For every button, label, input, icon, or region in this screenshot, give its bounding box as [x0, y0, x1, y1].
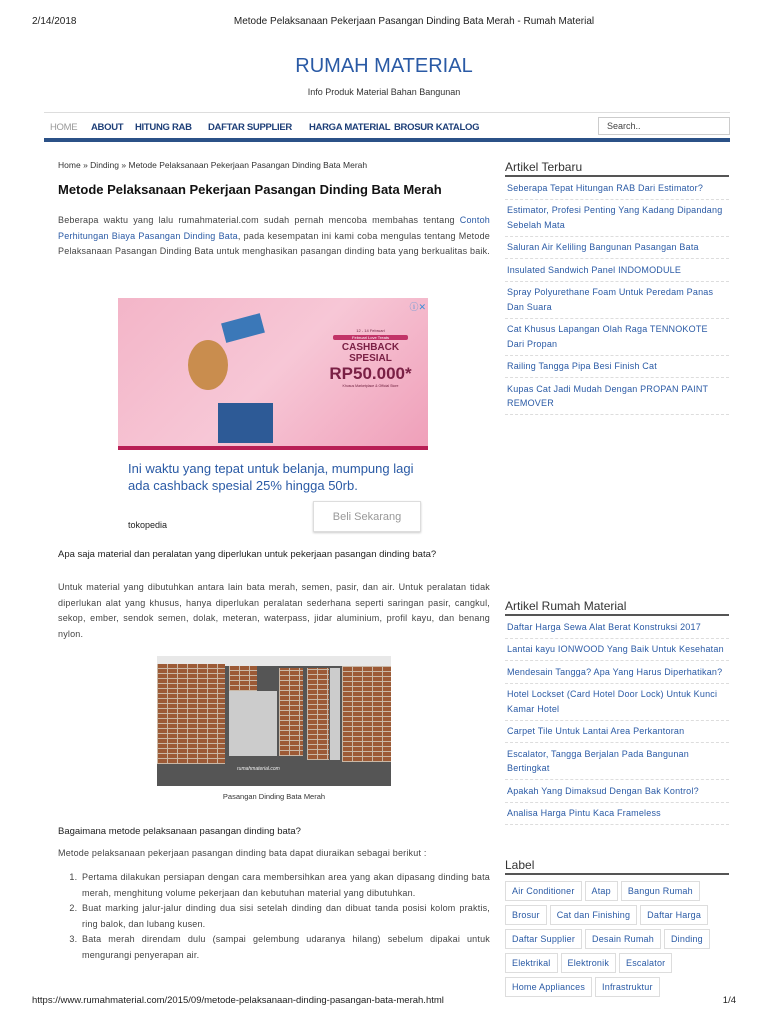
nav-about[interactable]: ABOUT: [91, 122, 124, 133]
question-2: Bagaimana metode pelaksanaan pasangan dinding bata?: [58, 826, 301, 837]
label-tag[interactable]: Daftar Harga: [640, 905, 708, 925]
step-item: 3. Bata merah direndam dulu (sampai gelembung udaranya hilang) sebelum dipakai untuk mengurangi penyerapan air.: [80, 932, 490, 963]
ad-headline: CASHBACK SPESIAL: [341, 342, 400, 364]
ad-brand[interactable]: tokopedia: [128, 520, 168, 530]
recent-article-link[interactable]: Kupas Cat Jadi Mudah Dengan PROPAN PAINT REMOVER: [505, 378, 729, 415]
plaster-wall: [330, 668, 340, 760]
breadcrumb-sep: »: [121, 160, 127, 170]
brick-wall: [307, 668, 329, 760]
article-link[interactable]: Daftar Harga Sewa Alat Berat Konstruksi 2017: [505, 616, 729, 639]
ad-cta-button[interactable]: Beli Sekarang: [313, 501, 421, 532]
image-caption: Pasangan Dinding Bata Merah: [222, 792, 326, 801]
nav-harga-material[interactable]: HARGA MATERIAL: [309, 122, 391, 133]
ad-pill: Februari Love Treats: [333, 335, 408, 340]
recent-article-link[interactable]: Cat Khusus Lapangan Olah Raga TENNOKOTE Dari Propan: [505, 319, 729, 356]
article-link[interactable]: Hotel Lockset (Card Hotel Door Lock) Untuk Kunci Kamar Hotel: [505, 684, 729, 721]
search-input[interactable]: Search..: [598, 117, 730, 135]
paragraph-1: Untuk material yang dibutuhkan antara lain bata merah, semen, pasir, dan air. Untuk peralatan tidak diperlukan alat yang khusus, hanya diperlukan peralatan sederhana seperti saringan pasir, cangkul, sekop, ember, sendok semen, dolak, meteran, waterpass, jidar aluminium, profil kayu, dan benang nylon.: [58, 582, 490, 639]
intro-link[interactable]: Contoh Perhitungan Biaya Pasangan Dinding Bata: [58, 215, 490, 241]
article-link[interactable]: Escalator, Tangga Berjalan Pada Bangunan Bertingkat: [505, 743, 729, 780]
brick-wall: [279, 668, 303, 756]
step-item: 1. Pertama dilakukan persiapan dengan cara membersihkan area yang akan dipasang dinding bata merah, menghitung volume pekerjaan dan kebutuhan material yang dibutuhkan.: [80, 870, 490, 901]
label-tag[interactable]: Elektronik: [561, 953, 617, 973]
ad-amount: RP50.000*: [329, 364, 412, 383]
article-link[interactable]: Apakah Yang Dimaksud Dengan Bak Kontrol?: [505, 780, 729, 803]
question-1: Apa saja material dan peralatan yang diperlukan untuk pekerjaan pasangan dinding bata?: [58, 549, 437, 560]
recent-article-link[interactable]: Insulated Sandwich Panel INDOMODULE: [505, 259, 729, 282]
breadcrumb-sep: »: [83, 160, 88, 170]
intro-text: , pada kesempatan ini kami coba mengulas tentang Metode Pelaksanaan Pasangan Dinding Bata untuk menghasikan pasangan dinding bata yang berkualitas baik.: [58, 230, 490, 256]
print-title: Metode Pelaksanaan Pekerjaan Pasangan Dinding Bata Merah - Rumah Material: [233, 16, 595, 27]
main-nav: [44, 112, 730, 142]
label-tag[interactable]: Cat dan Finishing: [550, 905, 637, 925]
step-item: 2. Buat marking jalur-jalur dinding dua sisi setelah dinding dan dibuat tanda posisi kolom praktis, ring balok, dan lubang kusen.: [80, 901, 490, 932]
article-link[interactable]: Carpet Tile Untuk Lantai Area Perkantoran: [505, 721, 729, 744]
label-tag[interactable]: Brosur: [505, 905, 547, 925]
article-title: Metode Pelaksanaan Pekerjaan Pasangan Dinding Bata Merah: [58, 182, 442, 197]
breadcrumb-current: Metode Pelaksanaan Pekerjaan Pasangan Dinding Bata Merah: [128, 160, 368, 170]
brick-wall-image: [157, 656, 391, 786]
intro-text: Beberapa waktu yang lalu rumahmaterial.com sudah pernah mencoba membahas tentang: [58, 215, 460, 225]
label-tag[interactable]: Atap: [585, 881, 618, 901]
intro-paragraph: [58, 213, 490, 260]
widget-title: Artikel Rumah Material: [505, 599, 729, 616]
ad-text[interactable]: Ini waktu yang tepat untuk belanja, mumpung lagi ada cashback spesial 25% hingga 50rb.: [128, 461, 414, 493]
ad-close-icon[interactable]: ⓘ✕: [409, 302, 426, 312]
plaster-wall: [229, 691, 277, 756]
recent-article-link[interactable]: Railing Tangga Pipa Besi Finish Cat: [505, 356, 729, 379]
recent-article-link[interactable]: Seberapa Tepat Hitungan RAB Dari Estimator?: [505, 177, 729, 200]
site-title[interactable]: RUMAH MATERIAL: [295, 55, 473, 77]
brick-wall: [342, 666, 391, 762]
nav-brosur-katalog[interactable]: BROSUR KATALOG: [394, 122, 480, 133]
recent-article-link[interactable]: Saluran Air Keliling Bangunan Pasangan Bata: [505, 237, 729, 260]
nav-hitung-rab[interactable]: HITUNG RAB: [135, 122, 192, 133]
ad-promo: [323, 328, 418, 388]
site-tagline: Info Produk Material Bahan Bangunan: [307, 87, 461, 97]
teddy-bear: [188, 340, 228, 390]
article-link[interactable]: Mendesain Tangga? Apa Yang Harus Diperhatikan?: [505, 661, 729, 684]
gift-box: [218, 403, 273, 443]
ad-date: 12 - 14 Februari: [356, 328, 385, 333]
widget-articles: [505, 599, 729, 825]
brick-wall: [229, 666, 257, 691]
widget-labels: [505, 858, 729, 997]
breadcrumb: [58, 160, 490, 170]
label-tag[interactable]: Desain Rumah: [585, 929, 661, 949]
widget-title: Artikel Terbaru: [505, 160, 729, 177]
breadcrumb-home[interactable]: Home: [58, 160, 81, 170]
label-tag[interactable]: Elektrikal: [505, 953, 558, 973]
widget-title: Label: [505, 858, 729, 875]
label-tag[interactable]: Dinding: [664, 929, 710, 949]
steps-list: [80, 870, 490, 963]
widget-recent: [505, 160, 729, 415]
image-watermark: rumahmaterial.com: [237, 766, 280, 772]
label-tag[interactable]: Daftar Supplier: [505, 929, 582, 949]
print-page: 1/4: [722, 995, 736, 1006]
ad-banner-image[interactable]: [118, 298, 428, 450]
label-tag[interactable]: Infrastruktur: [595, 977, 660, 997]
gift-lid: [221, 313, 265, 343]
paragraph-2: Metode pelaksanaan pekerjaan pasangan dinding bata dapat diuraikan sebagai berikut :: [58, 848, 427, 858]
recent-article-link[interactable]: Spray Polyurethane Foam Untuk Peredam Panas Dan Suara: [505, 282, 729, 319]
print-url: https://www.rumahmaterial.com/2015/09/metode-pelaksanaan-dinding-pasangan-bata-merah.html: [32, 995, 444, 1006]
label-tag[interactable]: Home Appliances: [505, 977, 592, 997]
ad-strip: [118, 446, 428, 450]
article-link[interactable]: Analisa Harga Pintu Kaca Frameless: [505, 803, 729, 826]
nav-daftar-supplier[interactable]: DAFTAR SUPPLIER: [208, 122, 292, 133]
nav-home[interactable]: HOME: [50, 122, 78, 133]
label-tag[interactable]: Bangun Rumah: [621, 881, 700, 901]
label-tag[interactable]: Escalator: [619, 953, 672, 973]
breadcrumb-category[interactable]: Dinding: [90, 160, 119, 170]
ad-note: Khusus Marketplace & Official Store: [342, 384, 399, 388]
brick-wall: [157, 664, 225, 764]
label-tag[interactable]: Air Conditioner: [505, 881, 582, 901]
recent-article-link[interactable]: Estimator, Profesi Penting Yang Kadang Dipandang Sebelah Mata: [505, 200, 729, 237]
article-link[interactable]: Lantai kayu IONWOOD Yang Baik Untuk Kesehatan: [505, 639, 729, 662]
print-date: 2/14/2018: [32, 16, 77, 27]
